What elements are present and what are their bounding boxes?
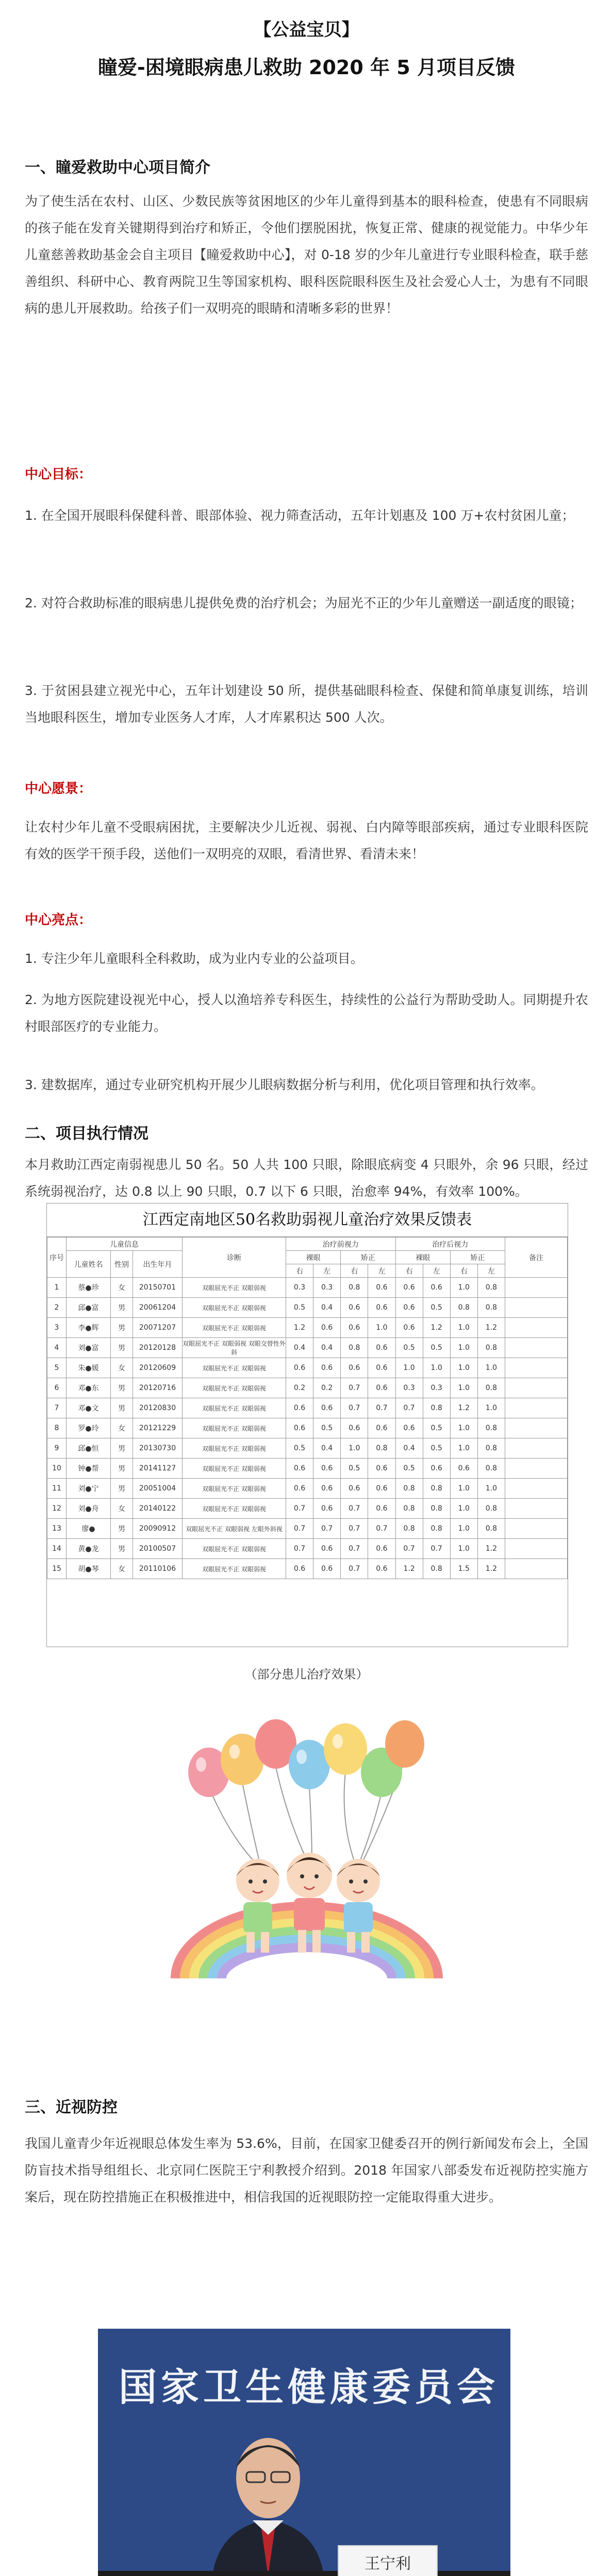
table-cell: 0.6 xyxy=(313,1318,341,1338)
table-cell: 0.6 xyxy=(368,1459,395,1479)
table-row xyxy=(47,1378,568,1398)
table-cell: 0.8 xyxy=(341,1338,368,1358)
table-cell: 双眼屈光不正 双眼弱视 双眼交替性外斜 xyxy=(183,1338,286,1358)
table-row xyxy=(47,1358,568,1378)
table-cell: 7 xyxy=(47,1398,67,1418)
table-cell: 0.6 xyxy=(286,1459,313,1479)
table-cell: 1.0 xyxy=(450,1438,477,1459)
table-cell: 20120830 xyxy=(133,1398,183,1418)
table-cell xyxy=(505,1418,568,1438)
balloon-icon xyxy=(188,1719,424,1797)
table-cell: 蔡●珍 xyxy=(67,1278,111,1298)
th-pre: 治疗前视力 xyxy=(286,1238,396,1251)
table-cell: 0.7 xyxy=(286,1499,313,1519)
table-row xyxy=(47,1418,568,1438)
table-cell: 1.0 xyxy=(477,1398,505,1418)
goal-item-2: 2. 对符合救助标准的眼病患儿提供免费的治疗机会；为屈光不正的少年儿童赠送一副适度的眼镜； xyxy=(25,596,583,611)
table-cell: 0.7 xyxy=(368,1398,395,1418)
table-cell: 双眼屈光不正 双眼弱视 xyxy=(183,1559,286,1579)
table-cell: 1.2 xyxy=(477,1318,505,1338)
table-cell: 0.6 xyxy=(313,1539,341,1559)
table-cell: 男 xyxy=(111,1338,133,1358)
table-cell: 1.2 xyxy=(395,1559,423,1579)
table-cell: 0.7 xyxy=(341,1539,368,1559)
table-cell: 0.8 xyxy=(423,1398,450,1418)
table-cell: 廖● xyxy=(67,1519,111,1539)
table-cell: 20120128 xyxy=(133,1338,183,1358)
table-cell: 1.0 xyxy=(477,1479,505,1499)
table-cell: 20090912 xyxy=(133,1519,183,1539)
th-post-naked: 裸眼 xyxy=(395,1251,450,1264)
table-cell: 0.8 xyxy=(477,1298,505,1318)
feature-label: 中心亮点： xyxy=(25,912,92,928)
table-cell: 1.0 xyxy=(450,1539,477,1559)
table-cell xyxy=(505,1318,568,1338)
table-cell: 11 xyxy=(47,1479,67,1499)
table-cell: 20141127 xyxy=(133,1459,183,1479)
table-cell: 邱●恒 xyxy=(67,1438,111,1459)
wish-text: 让农村少年儿童不受眼病困扰，主要解决少儿近视、弱视、白内障等眼部疾病，通过专业眼科医院有效的医学干预手段，送他们一双明亮的双眼，看清世界、看清未来！ xyxy=(25,820,588,861)
table-cell: 20130730 xyxy=(133,1438,183,1459)
section-3-para: 我国儿童青少年近视眼总体发生率为 53.6%，目前，在国家卫健委召开的例行新闻发布会上，全国防盲技术指导组组长、北京同仁医院王宁利教授介绍到。2018 年国家八部委发布近视防控实施方案后，现在防控措施正在积极推进中，相信我国的近视眼防控一定能取得重大进步。 xyxy=(25,2136,588,2205)
table-cell: 0.6 xyxy=(423,1278,450,1298)
table-cell: 0.6 xyxy=(368,1298,395,1318)
table-cell: 0.5 xyxy=(423,1338,450,1358)
th-l: 左 xyxy=(423,1264,450,1278)
table-cell: 女 xyxy=(111,1499,133,1519)
table-cell: 0.5 xyxy=(395,1459,423,1479)
table-cell: 0.6 xyxy=(313,1479,341,1499)
table-cell: 0.5 xyxy=(313,1418,341,1438)
table-cell xyxy=(505,1378,568,1398)
table-cell: 1.0 xyxy=(395,1358,423,1378)
table-cell: 0.2 xyxy=(286,1378,313,1398)
table-cell: 0.6 xyxy=(395,1298,423,1318)
table-cell: 0.5 xyxy=(286,1438,313,1459)
table-cell: 男 xyxy=(111,1539,133,1559)
table-cell: 0.7 xyxy=(341,1559,368,1579)
table-cell: 1.2 xyxy=(286,1318,313,1338)
table-cell: 0.8 xyxy=(395,1499,423,1519)
table-cell: 1.2 xyxy=(477,1559,505,1579)
th-l: 左 xyxy=(477,1264,505,1278)
table-cell: 双眼屈光不正 双眼弱视 xyxy=(183,1418,286,1438)
table-cell: 0.8 xyxy=(477,1338,505,1358)
table-cell: 女 xyxy=(111,1358,133,1378)
th-no: 序号 xyxy=(47,1238,67,1278)
table-cell: 0.7 xyxy=(286,1519,313,1539)
table-cell: 双眼屈光不正 双眼弱视 xyxy=(183,1499,286,1519)
table-cell: 20121229 xyxy=(133,1418,183,1438)
table-cell: 0.4 xyxy=(313,1338,341,1358)
table-cell: 0.8 xyxy=(395,1479,423,1499)
table-cell: 男 xyxy=(111,1459,133,1479)
table-cell: 0.7 xyxy=(395,1539,423,1559)
table-cell: 0.6 xyxy=(286,1398,313,1418)
table-cell: 1.0 xyxy=(450,1378,477,1398)
table-cell xyxy=(505,1459,568,1479)
table-cell: 0.8 xyxy=(395,1519,423,1539)
table-cell: 0.7 xyxy=(286,1539,313,1559)
table-cell: 0.5 xyxy=(341,1459,368,1479)
section-1-heading: 一、瞳爱救助中心项目简介 xyxy=(25,159,210,177)
table-cell: 男 xyxy=(111,1378,133,1398)
table-cell: 0.6 xyxy=(368,1559,395,1579)
table-cell: 0.3 xyxy=(286,1278,313,1298)
table-cell: 双眼屈光不正 双眼弱视 xyxy=(183,1298,286,1318)
table-cell: 3 xyxy=(47,1318,67,1338)
table-cell: 0.6 xyxy=(313,1559,341,1579)
table-cell: 15 xyxy=(47,1559,67,1579)
table-cell: 1.0 xyxy=(450,1278,477,1298)
table-cell: 0.5 xyxy=(286,1298,313,1318)
table-cell: 双眼屈光不正 双眼弱视 xyxy=(183,1278,286,1298)
table-cell: 双眼屈光不正 双眼弱视 xyxy=(183,1378,286,1398)
th-diagnosis: 诊断 xyxy=(183,1238,286,1278)
table-cell: 0.6 xyxy=(313,1459,341,1479)
table-cell: 1.2 xyxy=(450,1398,477,1418)
photo-banner: 国家卫生健康委员会 xyxy=(119,2365,499,2410)
table-cell: 0.7 xyxy=(341,1398,368,1418)
table-body xyxy=(47,1278,568,1579)
treatment-table xyxy=(46,1203,568,1647)
th-l: 左 xyxy=(313,1264,341,1278)
table-cell: 0.3 xyxy=(423,1378,450,1398)
table-cell: 0.8 xyxy=(450,1298,477,1318)
table-cell: 双眼屈光不正 双眼弱视 xyxy=(183,1459,286,1479)
table-cell: 0.8 xyxy=(423,1519,450,1539)
table-cell: 女 xyxy=(111,1278,133,1298)
table-cell: 20120716 xyxy=(133,1378,183,1398)
table-cell: 邱●富 xyxy=(67,1298,111,1318)
table-cell: 李●辉 xyxy=(67,1318,111,1338)
th-l: 左 xyxy=(368,1264,395,1278)
table-cell: 9 xyxy=(47,1438,67,1459)
th-r: 右 xyxy=(450,1264,477,1278)
table-cell: 0.4 xyxy=(395,1438,423,1459)
table-cell: 1.5 xyxy=(450,1559,477,1579)
table-cell: 双眼屈光不正 双眼弱视 xyxy=(183,1479,286,1499)
table-cell: 黄●龙 xyxy=(67,1539,111,1559)
table-cell: 1.0 xyxy=(450,1358,477,1378)
table-cell: 0.7 xyxy=(423,1539,450,1559)
table-cell: 0.6 xyxy=(368,1479,395,1499)
table-cell: 0.8 xyxy=(477,1459,505,1479)
th-post: 治疗后视力 xyxy=(395,1238,505,1251)
table-row xyxy=(47,1519,568,1539)
table-cell: 20110106 xyxy=(133,1559,183,1579)
table-row xyxy=(47,1398,568,1418)
th-note: 备注 xyxy=(505,1238,568,1278)
th-birth: 出生年月 xyxy=(133,1251,183,1278)
table-cell xyxy=(505,1358,568,1378)
table-cell: 0.8 xyxy=(477,1438,505,1459)
table-row xyxy=(47,1318,568,1338)
table-cell: 1.0 xyxy=(423,1358,450,1378)
section-3-heading: 三、近视防控 xyxy=(25,2098,118,2116)
table-cell: 6 xyxy=(47,1378,67,1398)
goal-item-3: 3. 于贫困县建立视光中心，五年计划建设 50 所，提供基础眼科检查、保健和简单康复训练，培训当地眼科医生，增加专业医务人才库，人才库累积达 500 人次。 xyxy=(25,683,588,725)
table-cell: 1.0 xyxy=(341,1438,368,1459)
table-cell: 0.7 xyxy=(368,1519,395,1539)
table-cell: 0.6 xyxy=(395,1278,423,1298)
table-cell: 双眼屈光不正 双眼弱视 xyxy=(183,1539,286,1559)
table-cell: 0.8 xyxy=(423,1499,450,1519)
table-cell: 0.6 xyxy=(341,1358,368,1378)
wish-label: 中心愿景： xyxy=(25,781,92,796)
feature-item-1: 1. 专注少年儿童眼科全科救助，成为业内专业的公益项目。 xyxy=(25,951,363,966)
table-cell: 0.3 xyxy=(395,1378,423,1398)
table-row xyxy=(47,1539,568,1559)
table-cell: 20100507 xyxy=(133,1539,183,1559)
table-title: 江西定南地区50名救助弱视儿童治疗效果反馈表 xyxy=(47,1204,568,1237)
table-row xyxy=(47,1459,568,1479)
goal-item-1: 1. 在全国开展眼科保健科普、眼部体验、视力筛查活动，五年计划惠及 100 万+农村贫困儿童； xyxy=(25,508,575,523)
table-cell: 20061204 xyxy=(133,1298,183,1318)
table-cell: 1.0 xyxy=(450,1418,477,1438)
table-cell: 0.8 xyxy=(477,1278,505,1298)
children-illustration xyxy=(155,1710,459,1978)
table-cell: 0.4 xyxy=(313,1438,341,1459)
table-cell: 0.7 xyxy=(313,1519,341,1539)
table-cell: 0.7 xyxy=(341,1499,368,1519)
table-cell: 1.2 xyxy=(477,1539,505,1559)
table-row xyxy=(47,1479,568,1499)
result-table xyxy=(47,1237,568,1579)
section-2-para: 本月救助江西定南弱视患儿 50 名。50 人共 100 只眼，除眼底病变 4 只眼外，余 96 只眼，经过系统弱视治疗，达 0.8 以上 90 只眼，0.7 以下 6 只眼，治愈率 94%，有效率 100%。 xyxy=(25,1157,588,1199)
table-cell: 刘●富 xyxy=(67,1338,111,1358)
table-cell: 20150701 xyxy=(133,1278,183,1298)
table-cell: 20051004 xyxy=(133,1479,183,1499)
table-cell: 双眼屈光不正 双眼弱视 xyxy=(183,1398,286,1418)
table-cell: 0.5 xyxy=(423,1418,450,1438)
table-cell: 1 xyxy=(47,1278,67,1298)
table-cell: 0.8 xyxy=(477,1378,505,1398)
table-cell: 0.6 xyxy=(286,1479,313,1499)
table-cell: 双眼屈光不正 双眼弱视 xyxy=(183,1318,286,1338)
table-cell: 0.6 xyxy=(368,1418,395,1438)
table-cell: 1.0 xyxy=(450,1318,477,1338)
table-cell: 0.6 xyxy=(423,1459,450,1479)
table-cell: 男 xyxy=(111,1398,133,1418)
table-cell: 女 xyxy=(111,1418,133,1438)
table-row xyxy=(47,1338,568,1358)
table-cell: 0.6 xyxy=(395,1318,423,1338)
table-cell xyxy=(505,1539,568,1559)
th-pre-corr: 矫正 xyxy=(341,1251,395,1264)
feature-item-3: 3. 建数据库，通过专业研究机构开展少儿眼病数据分析与利用，优化项目管理和执行效率。 xyxy=(25,1077,544,1092)
nameplate: 王宁利 xyxy=(338,2545,438,2576)
table-cell xyxy=(505,1298,568,1318)
table-cell xyxy=(505,1278,568,1298)
table-cell: 1.0 xyxy=(477,1358,505,1378)
table-cell: 0.2 xyxy=(313,1378,341,1398)
table-cell: 0.6 xyxy=(286,1559,313,1579)
table-cell: 邓●文 xyxy=(67,1398,111,1418)
table-cell: 0.5 xyxy=(423,1298,450,1318)
table-cell: 2 xyxy=(47,1298,67,1318)
podium xyxy=(98,2571,510,2576)
page-title: 瞳爱-困境眼病患儿救助 2020 年 5 月项目反馈 xyxy=(98,56,515,79)
table-cell: 男 xyxy=(111,1519,133,1539)
table-cell: 0.4 xyxy=(286,1338,313,1358)
table-row xyxy=(47,1499,568,1519)
table-cell: 0.6 xyxy=(368,1539,395,1559)
table-cell: 0.6 xyxy=(450,1459,477,1479)
table-cell: 1.0 xyxy=(450,1499,477,1519)
table-cell xyxy=(505,1519,568,1539)
table-cell: 0.6 xyxy=(313,1398,341,1418)
th-pre-naked: 裸眼 xyxy=(286,1251,341,1264)
table-cell: 14 xyxy=(47,1539,67,1559)
table-cell: 1.0 xyxy=(450,1519,477,1539)
table-cell: 男 xyxy=(111,1438,133,1459)
table-row xyxy=(47,1559,568,1579)
table-cell: 5 xyxy=(47,1358,67,1378)
table-cell: 刘●舟 xyxy=(67,1499,111,1519)
press-photo xyxy=(98,2329,510,2576)
table-cell: 0.6 xyxy=(341,1298,368,1318)
table-cell: 0.6 xyxy=(368,1378,395,1398)
table-cell: 朱●媛 xyxy=(67,1358,111,1378)
table-cell: 邓●东 xyxy=(67,1378,111,1398)
table-cell: 0.6 xyxy=(368,1338,395,1358)
table-cell: 0.8 xyxy=(368,1438,395,1459)
table-cell: 12 xyxy=(47,1499,67,1519)
table-cell: 胡●琴 xyxy=(67,1559,111,1579)
table-cell: 0.6 xyxy=(341,1418,368,1438)
table-cell: 0.7 xyxy=(341,1378,368,1398)
table-cell: 0.6 xyxy=(368,1278,395,1298)
table-cell: 0.8 xyxy=(477,1499,505,1519)
table-cell: 13 xyxy=(47,1519,67,1539)
table-cell: 1.0 xyxy=(450,1479,477,1499)
table-cell xyxy=(505,1438,568,1459)
table-caption: （部分患儿治疗效果） xyxy=(244,1667,369,1682)
table-cell: 0.6 xyxy=(368,1358,395,1378)
table-cell: 0.8 xyxy=(423,1479,450,1499)
table-cell: 0.6 xyxy=(341,1318,368,1338)
table-cell: 0.8 xyxy=(341,1278,368,1298)
table-cell: 1.2 xyxy=(423,1318,450,1338)
table-cell: 罗●玲 xyxy=(67,1418,111,1438)
table-cell: 0.7 xyxy=(395,1398,423,1418)
table-cell: 双眼屈光不正 双眼弱视 xyxy=(183,1358,286,1378)
table-row xyxy=(47,1278,568,1298)
table-cell: 1.0 xyxy=(450,1338,477,1358)
table-cell: 男 xyxy=(111,1298,133,1318)
table-cell: 男 xyxy=(111,1318,133,1338)
table-cell: 女 xyxy=(111,1559,133,1579)
th-r: 右 xyxy=(341,1264,368,1278)
table-cell: 4 xyxy=(47,1338,67,1358)
table-cell: 20140122 xyxy=(133,1499,183,1519)
section-1-intro: 为了使生活在农村、山区、少数民族等贫困地区的少年儿童得到基本的眼科检查，使患有不同眼病的孩子能在发育关键期得到治疗和矫正，令他们摆脱困扰，恢复正常、健康的视觉能力。中华少年儿童慈善救助基金会自主项目【瞳爱救助中心】，对 0-18 岁的少年儿童进行专业眼科检查，联手慈善组织、科研中心、教育两院卫生等国家机构、眼科医院眼科医生及社会爱心人士，为患有不同眼病的患儿开展救助。给孩子们一双明亮的眼睛和清晰多彩的世界！ xyxy=(25,194,588,316)
table-cell: 男 xyxy=(111,1479,133,1499)
section-2-heading: 二、项目执行情况 xyxy=(25,1125,148,1143)
table-cell: 0.7 xyxy=(341,1519,368,1539)
table-row xyxy=(47,1298,568,1318)
table-cell: 1.0 xyxy=(368,1318,395,1338)
table-cell: 0.6 xyxy=(286,1358,313,1378)
th-name: 儿童姓名 xyxy=(67,1251,111,1278)
table-row xyxy=(47,1438,568,1459)
table-cell: 20071207 xyxy=(133,1318,183,1338)
table-cell: 0.6 xyxy=(313,1499,341,1519)
table-cell: 8 xyxy=(47,1418,67,1438)
table-cell: 0.6 xyxy=(368,1499,395,1519)
feature-item-2: 2. 为地方医院建设视光中心，授人以渔培养专科医生，持续性的公益行为帮助受助人。同期提升农村眼部医疗的专业能力。 xyxy=(25,992,588,1034)
table-cell: 0.4 xyxy=(313,1298,341,1318)
table-cell xyxy=(505,1398,568,1418)
table-cell: 0.8 xyxy=(477,1519,505,1539)
table-cell: 20120609 xyxy=(133,1358,183,1378)
th-r: 右 xyxy=(395,1264,423,1278)
table-cell: 0.8 xyxy=(423,1559,450,1579)
th-r: 右 xyxy=(286,1264,313,1278)
table-cell: 钟●帮 xyxy=(67,1459,111,1479)
table-cell xyxy=(505,1559,568,1579)
kicker: 【公益宝贝】 xyxy=(254,20,359,40)
table-cell: 刘●宁 xyxy=(67,1479,111,1499)
speaker-figure xyxy=(191,2406,345,2576)
table-cell xyxy=(505,1499,568,1519)
table-cell: 0.5 xyxy=(423,1438,450,1459)
table-cell xyxy=(505,1479,568,1499)
th-post-corr: 矫正 xyxy=(450,1251,505,1264)
table-cell: 0.3 xyxy=(313,1278,341,1298)
th-child: 儿童信息 xyxy=(67,1238,183,1251)
goal-label: 中心目标： xyxy=(25,467,92,482)
table-cell: 双眼屈光不正 双眼弱视 xyxy=(183,1438,286,1459)
table-cell: 10 xyxy=(47,1459,67,1479)
table-cell xyxy=(505,1338,568,1358)
table-cell: 0.5 xyxy=(395,1338,423,1358)
table-cell: 双眼屈光不正 双眼弱视 左眼外斜视 xyxy=(183,1519,286,1539)
table-cell: 0.6 xyxy=(313,1358,341,1378)
table-cell: 0.6 xyxy=(286,1418,313,1438)
table-cell: 0.6 xyxy=(395,1418,423,1438)
table-cell: 0.8 xyxy=(477,1418,505,1438)
table-cell: 0.6 xyxy=(341,1479,368,1499)
th-sex: 性别 xyxy=(111,1251,133,1278)
